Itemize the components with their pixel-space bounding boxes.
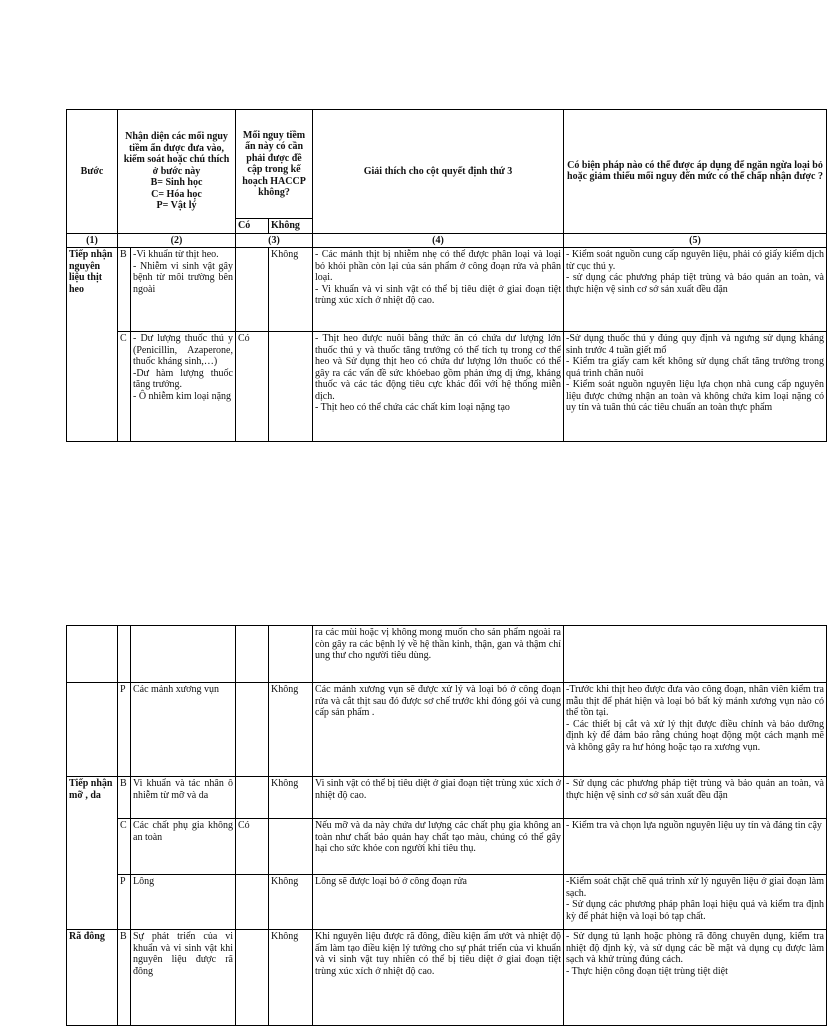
- table-row: [67, 332, 827, 442]
- step-label: Tiếp nhận mỡ , da: [67, 777, 118, 930]
- step-label: Rã đông: [67, 930, 118, 1026]
- step-label: [67, 683, 118, 777]
- hazard-type: B: [118, 930, 131, 1026]
- header-step: Bước: [67, 110, 118, 234]
- column-number-3: (3): [236, 233, 313, 248]
- hazard-type: C: [118, 819, 131, 875]
- column-number-1: (1): [67, 233, 118, 248]
- decision-no: Không: [269, 777, 313, 819]
- control-measure: - Sử dụng tủ lạnh hoặc phòng rã đông chuyên dụng, kiểm tra nhiệt độ định kỳ, và sử dụng các bề mặt và dụng cụ được làm sạch và khử trùng đúng cách. - Thực hiện công đoạn tiệt trùng tiệt diệt: [564, 930, 827, 1026]
- table-row: [67, 819, 827, 875]
- hazard-type: P: [118, 683, 131, 777]
- decision-yes: [236, 248, 269, 332]
- control-measure: -Sử dụng thuốc thú y đúng quy định và ngưng sử dụng kháng sinh trước 4 tuần giết mổ - Kiểm tra giấy cam kết không sử dụng chất tăng trưởng trong quá trình chăn nuôi - Kiểm soát nguồn nguyên liệu lựa chọn nhà cung cấp nguyên liệu được chứng nhận an toàn và không chứa kim loại nặng có uy tín và tuân thủ các tiêu chuẩn an toàn thực phẩm: [564, 332, 827, 442]
- hazard-type: B: [118, 248, 131, 332]
- explanation: Vi sinh vật có thể bị tiêu diệt ở giai đoạn tiệt trùng xúc xích ở nhiệt độ cao.: [313, 777, 564, 819]
- hazard-description: Các chất phụ gia không an toàn: [131, 819, 236, 875]
- header-control-measure: Có biện pháp nào có thể được áp dụng để ngăn ngừa loại bỏ hoặc giảm thiểu mối nguy đến mức có thể chấp nhận được ?: [564, 110, 827, 234]
- decision-yes: [236, 683, 269, 777]
- control-measure: [564, 626, 827, 683]
- decision-yes: [236, 626, 269, 683]
- header-no: Không: [269, 219, 313, 234]
- decision-no: Không: [269, 875, 313, 930]
- explanation: Nếu mỡ và da này chứa dư lượng các chất phụ gia không an toàn như chất bảo quản hay chất tạo màu, chúng có thể gây hại cho sức khỏe con người khi tiêu thụ.: [313, 819, 564, 875]
- haccp-table-1: [66, 109, 827, 442]
- haccp-table-2: [66, 625, 827, 1026]
- control-measure: - Kiểm soát nguồn cung cấp nguyên liệu, phải có giấy kiểm dịch từ cục thú y. - sử dụng các phương pháp tiệt trùng và bảo quản an toàn, và thực hiện vệ sinh cơ sở sản xuất đều đặn: [564, 248, 827, 332]
- table-row: [67, 930, 827, 1026]
- explanation-continued: ra các mùi hoặc vị không mong muốn cho sản phẩm ngoài ra còn gây ra các bệnh lý về hệ thần kinh, thận, gan và thậm chí ung thư cho người tiêu dùng.: [313, 626, 564, 683]
- decision-no: Không: [269, 930, 313, 1026]
- control-measure: -Trước khi thịt heo được đưa vào công đoạn, nhân viên kiểm tra mẫu thịt để phát hiện và loại bỏ bất kỳ mảnh xương vụn nào có thể tồn tại. - Các thiết bị cắt và xử lý thịt được điều chỉnh và bảo dưỡng định kỳ để đảm bảo rằng chúng hoạt động một cách mạnh mẽ và không gây ra hư hỏng hoặc tạo ra xương vụn.: [564, 683, 827, 777]
- control-measure: - Sử dụng các phương pháp tiệt trùng và bảo quản an toàn, và thực hiện vệ sinh cơ sở sản xuất đều đặn: [564, 777, 827, 819]
- decision-yes: Có: [236, 819, 269, 875]
- control-measure: -Kiểm soát chặt chẽ quá trình xử lý nguyên liệu ở giai đoạn làm sạch. - Sử dụng các phương pháp phân loại hiệu quả và kiểm tra định kỳ để phát hiện và loại bỏ tạp chất.: [564, 875, 827, 930]
- hazard-description: [131, 626, 236, 683]
- table-row: [67, 626, 827, 683]
- table-row: [67, 248, 827, 332]
- step-label: [67, 626, 118, 683]
- table-row: [67, 777, 827, 819]
- hazard-type: P: [118, 875, 131, 930]
- column-number-4: (4): [313, 233, 564, 248]
- header-significant: Mối nguy tiềm ẩn này có cần phải được đề cập trong kế hoạch HACCP không?: [236, 110, 313, 219]
- decision-no: [269, 819, 313, 875]
- hazard-type: C: [118, 332, 131, 442]
- hazard-description: Vi khuẩn và tác nhân ô nhiễm từ mỡ và da: [131, 777, 236, 819]
- explanation: - Thịt heo được nuôi bằng thức ăn có chứa dư lượng lớn thuốc thú y và thuốc tăng trưởng có thể tích tụ trong cơ thể heo và Sử dụng thịt heo có chứa dư lượng lớn thuốc có thể gây ra các vấn đề sức khỏebao gồm phản ứng dị ứng, kháng thuốc và các tác động tiêu cực khác đối với hệ thống miễn dịch. - Thịt heo có thể chứa các chất kim loại nặng tạo: [313, 332, 564, 442]
- decision-no: [269, 332, 313, 442]
- decision-no: Không: [269, 248, 313, 332]
- column-number-2: (2): [118, 233, 236, 248]
- hazard-description: Sự phát triển của vi khuẩn và vi sinh vật khi nguyên liệu được rã đông: [131, 930, 236, 1026]
- decision-yes: Có: [236, 332, 269, 442]
- step-label: Tiếp nhận nguyên liệu thịt heo: [67, 248, 118, 442]
- header-hazard: Nhận diện các mối nguy tiềm ẩn được đưa vào, kiểm soát hoặc chú thích ở bước này B= Sinh học C= Hóa học P= Vật lý: [118, 110, 236, 234]
- hazard-type: B: [118, 777, 131, 819]
- explanation: Lông sẽ được loại bỏ ở công đoạn rửa: [313, 875, 564, 930]
- hazard-description: Lông: [131, 875, 236, 930]
- hazard-type: [118, 626, 131, 683]
- table-row: [67, 683, 827, 777]
- header-yes: Có: [236, 219, 269, 234]
- control-measure: - Kiểm tra và chọn lựa nguồn nguyên liệu uy tín và đáng tin cậy: [564, 819, 827, 875]
- decision-no: Không: [269, 683, 313, 777]
- hazard-description: Các mảnh xương vụn: [131, 683, 236, 777]
- decision-yes: [236, 875, 269, 930]
- explanation: Khi nguyên liệu được rã đông, điều kiện ẩm ướt và nhiệt độ ấm làm tạo điều kiện lý tưởng cho sự phát triển của vi khuẩn và vi sinh vật tuy nhiên có thể bị tiêu diệt ở giai đoạn tiệt trùng xúc xích ở nhiệt độ cao.: [313, 930, 564, 1026]
- hazard-description: - Dư lượng thuốc thú y (Penicillin, Azaperone, thuốc kháng sinh,…) -Dư hàm lượng thuốc tăng trưởng. - Ô nhiễm kim loại nặng: [131, 332, 236, 442]
- table-row: [67, 875, 827, 930]
- decision-no: [269, 626, 313, 683]
- column-number-5: (5): [564, 233, 827, 248]
- header-explanation: Giải thích cho cột quyết định thứ 3: [313, 110, 564, 234]
- decision-yes: [236, 777, 269, 819]
- explanation: Các mảnh xương vụn sẽ được xử lý và loại bỏ ở công đoạn rửa và cắt thịt sau đó được sơ chế trước khi đóng gói và cung cấp sản phẩm .: [313, 683, 564, 777]
- explanation: - Các mảnh thịt bị nhiễm nhẹ có thể được phân loại và loại bỏ khỏi phần còn lại của sản phẩm ở công đoạn rửa và phân loại. - Vi khuẩn và vi sinh vật có thể bị tiêu diệt ở giai đoạn tiệt trùng xúc xích ở nhiệt độ cao.: [313, 248, 564, 332]
- decision-yes: [236, 930, 269, 1026]
- hazard-description: -Vi khuẩn từ thịt heo. - Nhiễm vi sinh vật gây bệnh từ môi trường bên ngoài: [131, 248, 236, 332]
